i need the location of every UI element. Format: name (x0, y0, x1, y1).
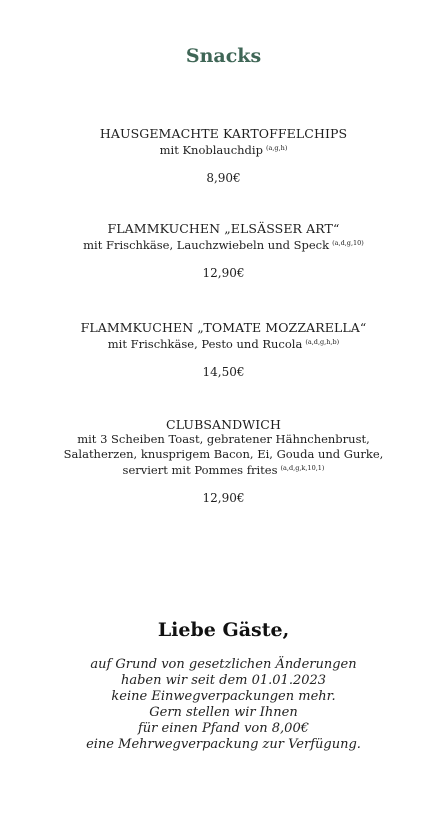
item-price: 12,90€ (202, 265, 245, 280)
item-price: 12,90€ (202, 490, 245, 505)
item-price: 8,90€ (206, 170, 241, 185)
menu-item (0, 320, 447, 379)
allergen-codes: (a,d,g,h,b) (305, 338, 340, 346)
notice-line: eine Mehrwegverpackung zur Verfügung. (86, 737, 361, 752)
notice-line: Gern stellen wir Ihnen (149, 705, 298, 720)
item-description-line: mit Frischkäse, Pesto und Rucola (107, 337, 303, 351)
item-description (0, 236, 447, 253)
item-description-line: mit Knoblauchdip (159, 143, 263, 157)
item-price: 14,50€ (202, 364, 245, 379)
item-description-line: Salatherzen, knusprigem Bacon, Ei, Gouda und Gurke, (63, 446, 384, 461)
menu-item (0, 126, 447, 185)
item-name: HAUSGEMACHTE KARTOFFELCHIPS (99, 126, 348, 141)
item-name: CLUBSANDWICH (166, 417, 281, 432)
allergen-codes: (a,g,h) (265, 144, 288, 152)
item-name: FLAMMKUCHEN „ELSÄSSER ART“ (107, 221, 340, 236)
menu-item (0, 417, 447, 505)
allergen-codes: (a,d,g,k,10,1) (280, 464, 325, 472)
notice-body (0, 657, 447, 753)
notice-line: auf Grund von gesetzlichen Änderungen (90, 657, 357, 672)
item-description-line: mit 3 Scheiben Toast, gebratener Hähnchenbrust, (77, 432, 370, 446)
notice-line: haben wir seit dem 01.01.2023 (120, 673, 327, 688)
item-description-line: mit Frischkäse, Lauchzwiebeln und Speck (83, 238, 330, 252)
item-description (0, 432, 447, 478)
menu-item (0, 221, 447, 280)
item-description (0, 335, 447, 352)
item-description-line: serviert mit Pommes frites (122, 463, 278, 477)
section-title: Snacks (185, 45, 262, 67)
notice-line: für einen Pfand von 8,00€ (138, 721, 309, 736)
item-description (0, 141, 447, 158)
allergen-codes: (a,d,g,10) (332, 239, 364, 247)
notice-line: keine Einwegverpackungen mehr. (111, 689, 336, 704)
notice-title: Liebe Gäste, (157, 619, 290, 641)
item-name: FLAMMKUCHEN „TOMATE MOZZARELLA“ (80, 320, 367, 335)
